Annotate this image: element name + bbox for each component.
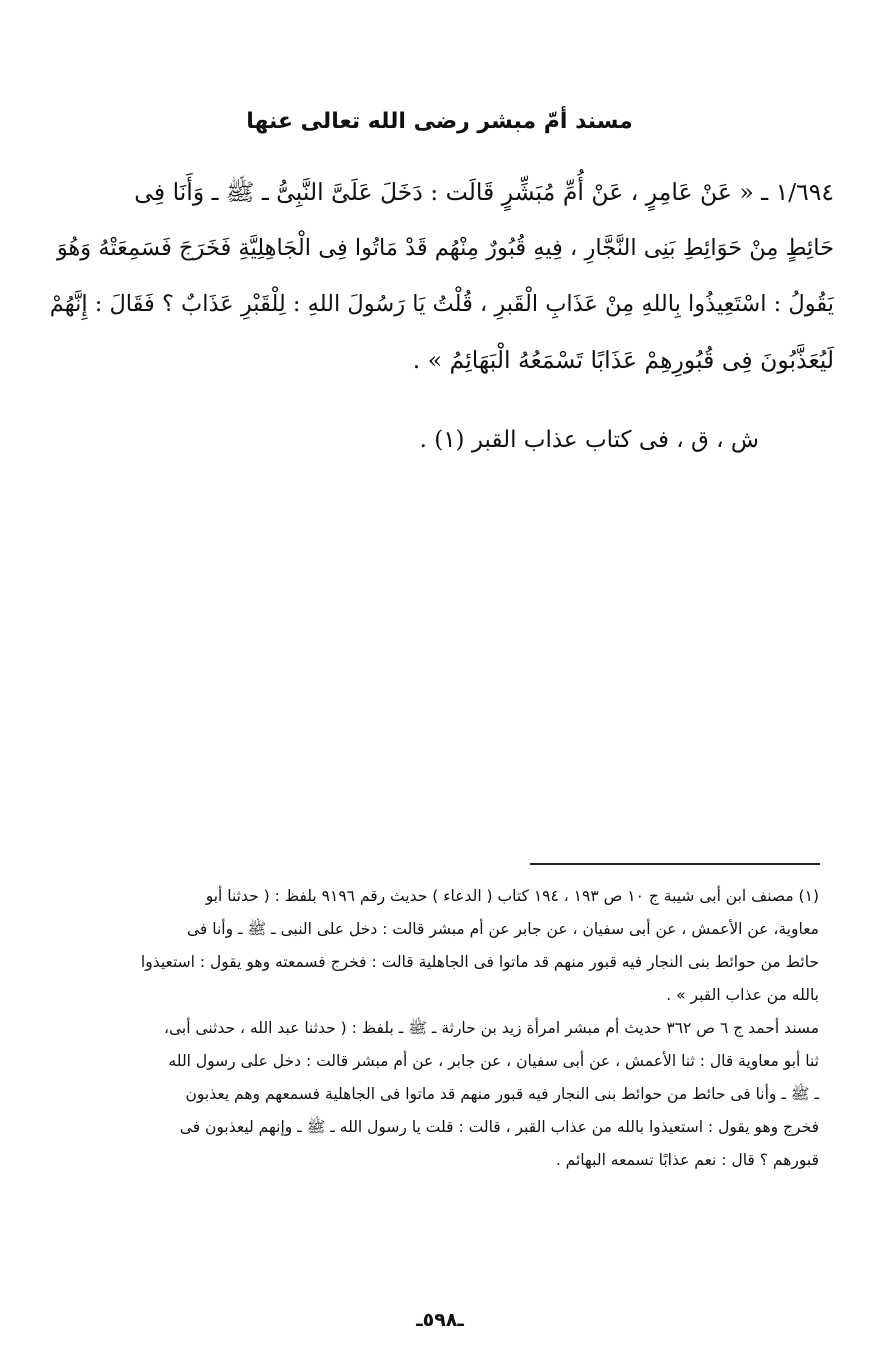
footnotes xyxy=(59,880,819,1177)
footnote-line: ـ ﷺ ـ وأنا فى حائط من حوائط بنى النجار فيه قبور منهم قد ماتوا فى الجاهلية فسمعهم وهم يعذبون xyxy=(185,1085,819,1103)
hadith-line: يَقُولُ : اسْتَعِيذُوا بِاللهِ مِنْ عَذَابِ الْقَبرِ ، قُلْتُ يَا رَسُولَ اللهِ : لِلْقَبْرِ عَذَابٌ ؟ فَقَالَ : إِنَّهُمْ xyxy=(49,291,834,317)
section-heading: مسند أمّ مبشر رضى الله تعالى عنها xyxy=(246,109,633,134)
footnote-line: قبورهم ؟ قال : نعم عذابًا تسمعه البهائم . xyxy=(555,1151,819,1169)
footnote-line: بالله من عذاب القبر » . xyxy=(666,986,819,1004)
hadith-line: حَائِطٍ مِنْ حَوَائِطِ بَنِى النَّجَّارِ ، فِيهِ قُبُورٌ مِنْهُم قَدْ مَاتُوا فِى الْجَاهِلِيَّةِ فَخَرَجَ فَسَمِعَتْهُ وَهُوَ xyxy=(56,235,834,261)
footnote-divider xyxy=(530,863,820,865)
footnote-line: فخرج وهو يقول : استعيذوا بالله من عذاب القبر ، قالت : قلت يا رسول الله ـ ﷺ ـ وإنهم ليعذبون فى xyxy=(179,1118,819,1136)
footnote-line: حائط من حوائط بنى النجار فيه قبور منهم قد ماتوا فى الجاهلية قالت : فخرج فسمعته وهو يقول : استعيذوا xyxy=(140,953,819,971)
hadith-line: ١/٦٩٤ ـ « عَنْ عَامِرٍ ، عَنْ أُمِّ مُبَشِّرٍ قَالَت : دَخَلَ عَلَىَّ النَّبِىُّ ـ ﷺ ـ وَأَنَا فِى xyxy=(134,178,834,206)
footnote-line: (١) مصنف ابن أبى شيبة ج ١٠ ص ١٩٣ ، ١٩٤ كتاب ( الدعاء ) حديث رقم ٩١٩٦ بلفظ : ( حدثنا أبو xyxy=(205,887,819,905)
page-number: ـ٥٩٨ـ xyxy=(416,1309,464,1331)
hadith-text xyxy=(44,164,834,388)
footnote-line: ثنا أبو معاوية قال : ثنا الأعمش ، عن أبى سفيان ، عن جابر ، عن أم مبشر قالت : دخل على رسول الله xyxy=(168,1052,819,1070)
source-reference: ش ، ق ، فى كتاب عذاب القبر (١) . xyxy=(419,427,759,453)
footnote-line: مسند أحمد ج ٦ ص ٣٦٢ حديث أم مبشر امرأة زيد بن حارثة ـ ﷺ ـ بلفظ : ( حدثنا عبد الله ، حدثنى أبى، xyxy=(163,1019,819,1037)
hadith-line: لَيُعَذَّبُونَ فِى قُبُورِهِمْ عَذَابًا تَسْمَعُهُ الْبَهَائِمُ » . xyxy=(412,346,834,374)
footnote-line: معاوية، عن الأعمش ، عن أبى سفيان ، عن جابر عن أم مبشر قالت : دخل على النبى ـ ﷺ ـ وأنا فى xyxy=(187,920,819,938)
